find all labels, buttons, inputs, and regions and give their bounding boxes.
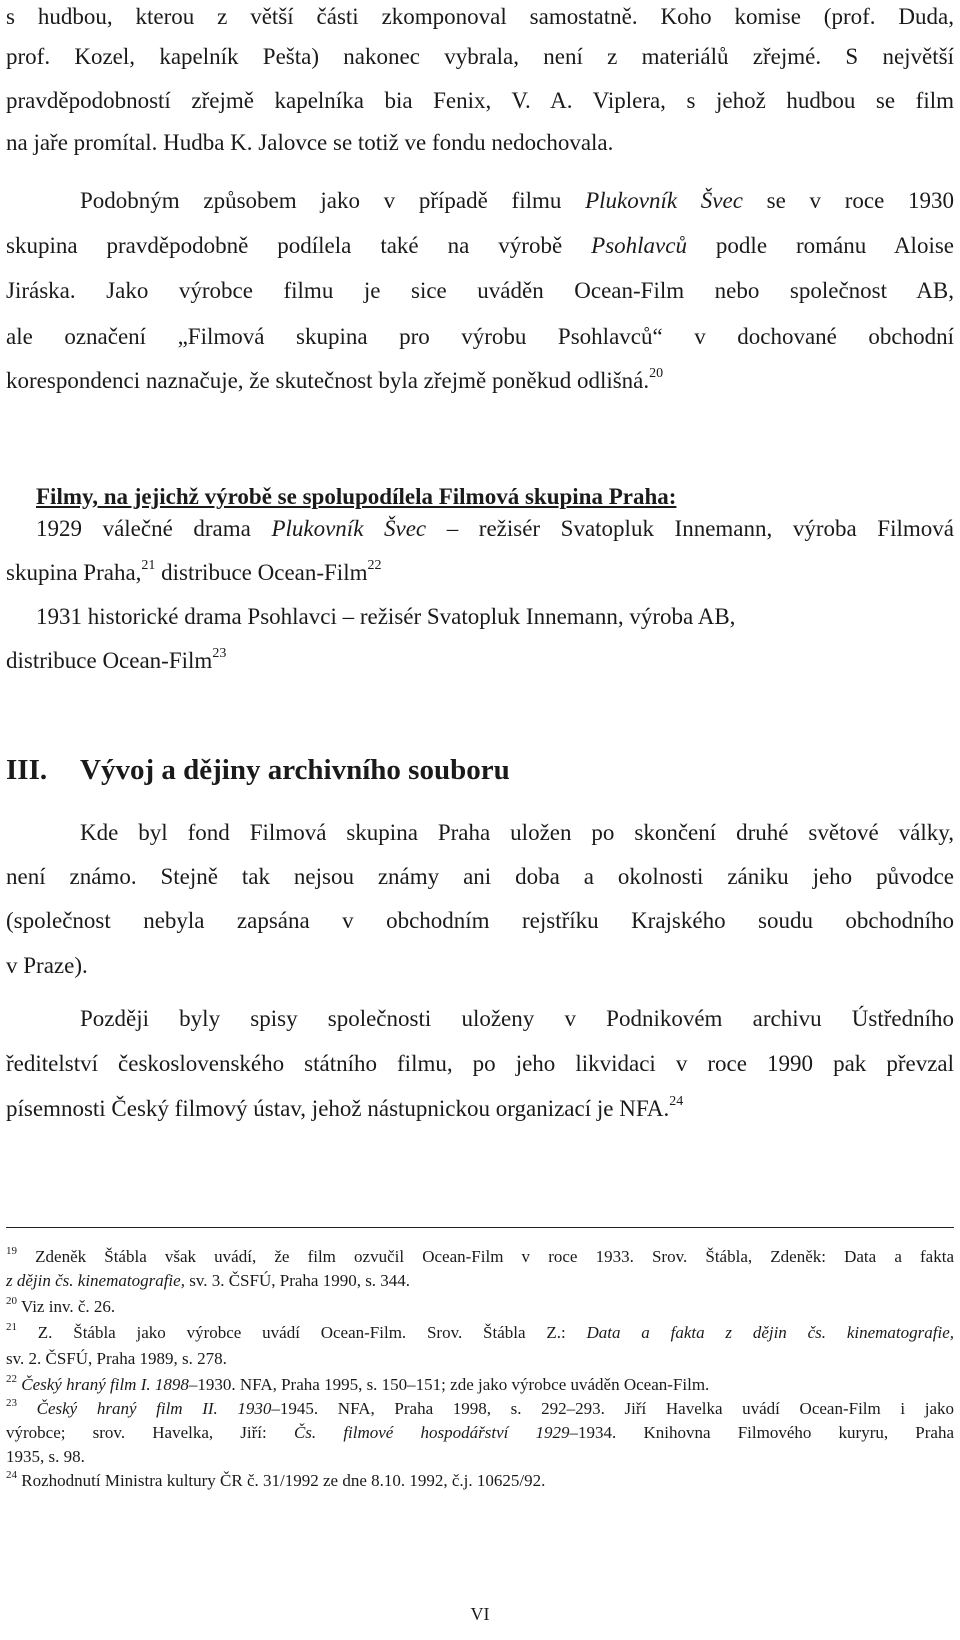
paragraph-line: písemnosti Český filmový ústav, jehož nástupnickou organizací je NFA.$^{24}$ <box>6 1094 684 1121</box>
paragraph-line: korespondenci naznačuje, že skutečnost byla zřejmě poněkud odlišná.$^{20}$ <box>6 366 664 393</box>
footnote: výrobce; srov. Havelka, Jiří: Čs. filmové hospodářství 1929–1934. Knihovna Filmového kuryru, Praha <box>6 1423 954 1442</box>
page-number: VI <box>470 1604 490 1624</box>
paragraph-line: na jaře promítal. Hudba K. Jalovce se totiž ve fondu nedochovala. <box>6 130 614 155</box>
footnote: $^{20}$ Viz inv. č. 26. <box>6 1295 116 1316</box>
footnote: $^{23}$ Český hraný film II. 1930–1945. NFA, Praha 1998, s. 292–293. Jiří Havelka uvádí Ocean-Film i jako <box>6 1397 954 1418</box>
footnote-ref: 21 <box>141 558 156 574</box>
footnote-ref: 20 <box>649 366 664 382</box>
footnote: $^{19}$ Zdeněk Štábla však uvádí, že film ozvučil Ocean-Film v roce 1933. Srov. Štábla, Zdeněk: Data a fakta <box>6 1245 954 1266</box>
footnote-separator <box>6 1227 954 1228</box>
film-entry-line: skupina Praha,$^{21}$ distribuce Ocean-Film$^{22}$ <box>6 558 382 585</box>
paragraph-line: Podobným způsobem jako v případě filmu Plukovník Švec se v roce 1930 <box>80 188 954 213</box>
paragraph-line: v Praze). <box>6 953 88 978</box>
paragraph-line: (společnost nebyla zapsána v obchodním rejstříku Krajského soudu obchodního <box>6 908 954 933</box>
paragraph-line: Kde byl fond Filmová skupina Praha uložen po skončení druhé světové války, <box>80 820 954 845</box>
films-heading: Filmy, na jejichž výrobě se spolupodílela Filmová skupina Praha: <box>36 484 677 509</box>
chapter-number: III. <box>6 754 48 786</box>
paragraph-line: není známo. Stejně tak nejsou známy ani doba a okolnosti zániku jeho původce <box>6 864 954 889</box>
paragraph-line: s hudbou, kterou z větší části zkomponoval samostatně. Koho komise (prof. Duda, <box>6 4 954 29</box>
paragraph-line: ředitelství československého státního filmu, po jeho likvidaci v roce 1990 pak převzal <box>6 1051 954 1076</box>
footnote: z dějin čs. kinematografie, sv. 3. ČSFÚ, Praha 1990, s. 344. <box>6 1271 411 1290</box>
chapter-title: Vývoj a dějiny archivního souboru <box>80 754 510 786</box>
film-entry-line: 1931 historické drama Psohlavci – režisér Svatopluk Innemann, výroba AB, <box>36 604 736 629</box>
footnote-ref: 24 <box>669 1094 684 1110</box>
footnote: $^{21}$ Z. Štábla jako výrobce uvádí Ocean-Film. Srov. Štábla Z.: Data a fakta z dějin čs. kinematografie, <box>6 1321 954 1342</box>
footnote: sv. 2. ČSFÚ, Praha 1989, s. 278. <box>6 1349 227 1368</box>
footnote: $^{24}$ Rozhodnutí Ministra kultury ČR č. 31/1992 ze dne 8.10. 1992, č.j. 10625/92. <box>6 1469 546 1490</box>
paragraph-line: Jiráska. Jako výrobce filmu je sice uváděn Ocean-Film nebo společnost AB, <box>6 278 954 303</box>
footnote: $^{22}$ Český hraný film I. 1898–1930. NFA, Praha 1995, s. 150–151; zde jako výrobce uváděn Ocean-Film. <box>6 1373 710 1394</box>
film-entry-line: 1929 válečné drama Plukovník Švec – režisér Svatopluk Innemann, výroba Filmová <box>36 516 954 541</box>
paragraph-line: Později byly spisy společnosti uloženy v Podnikovém archivu Ústředního <box>80 1006 954 1031</box>
paragraph-line: pravděpodobností zřejmě kapelníka bia Fenix, V. A. Viplera, s jehož hudbou se film <box>6 88 954 113</box>
paragraph-line: skupina pravděpodobně podílela také na výrobě Psohlavců podle románu Aloise <box>6 233 955 258</box>
footnote-ref: 22 <box>367 558 382 574</box>
chapter-heading <box>6 752 510 788</box>
footnote: 1935, s. 98. <box>6 1447 85 1466</box>
paragraph-line: ale označení „Filmová skupina pro výrobu Psohlavců“ v dochované obchodní <box>6 324 954 349</box>
film-entry-line: distribuce Ocean-Film$^{23}$ <box>6 646 227 673</box>
paragraph-line: prof. Kozel, kapelník Pešta) nakonec vybrala, není z materiálů zřejmé. S největší <box>6 44 954 69</box>
footnote-ref: 23 <box>212 646 227 662</box>
